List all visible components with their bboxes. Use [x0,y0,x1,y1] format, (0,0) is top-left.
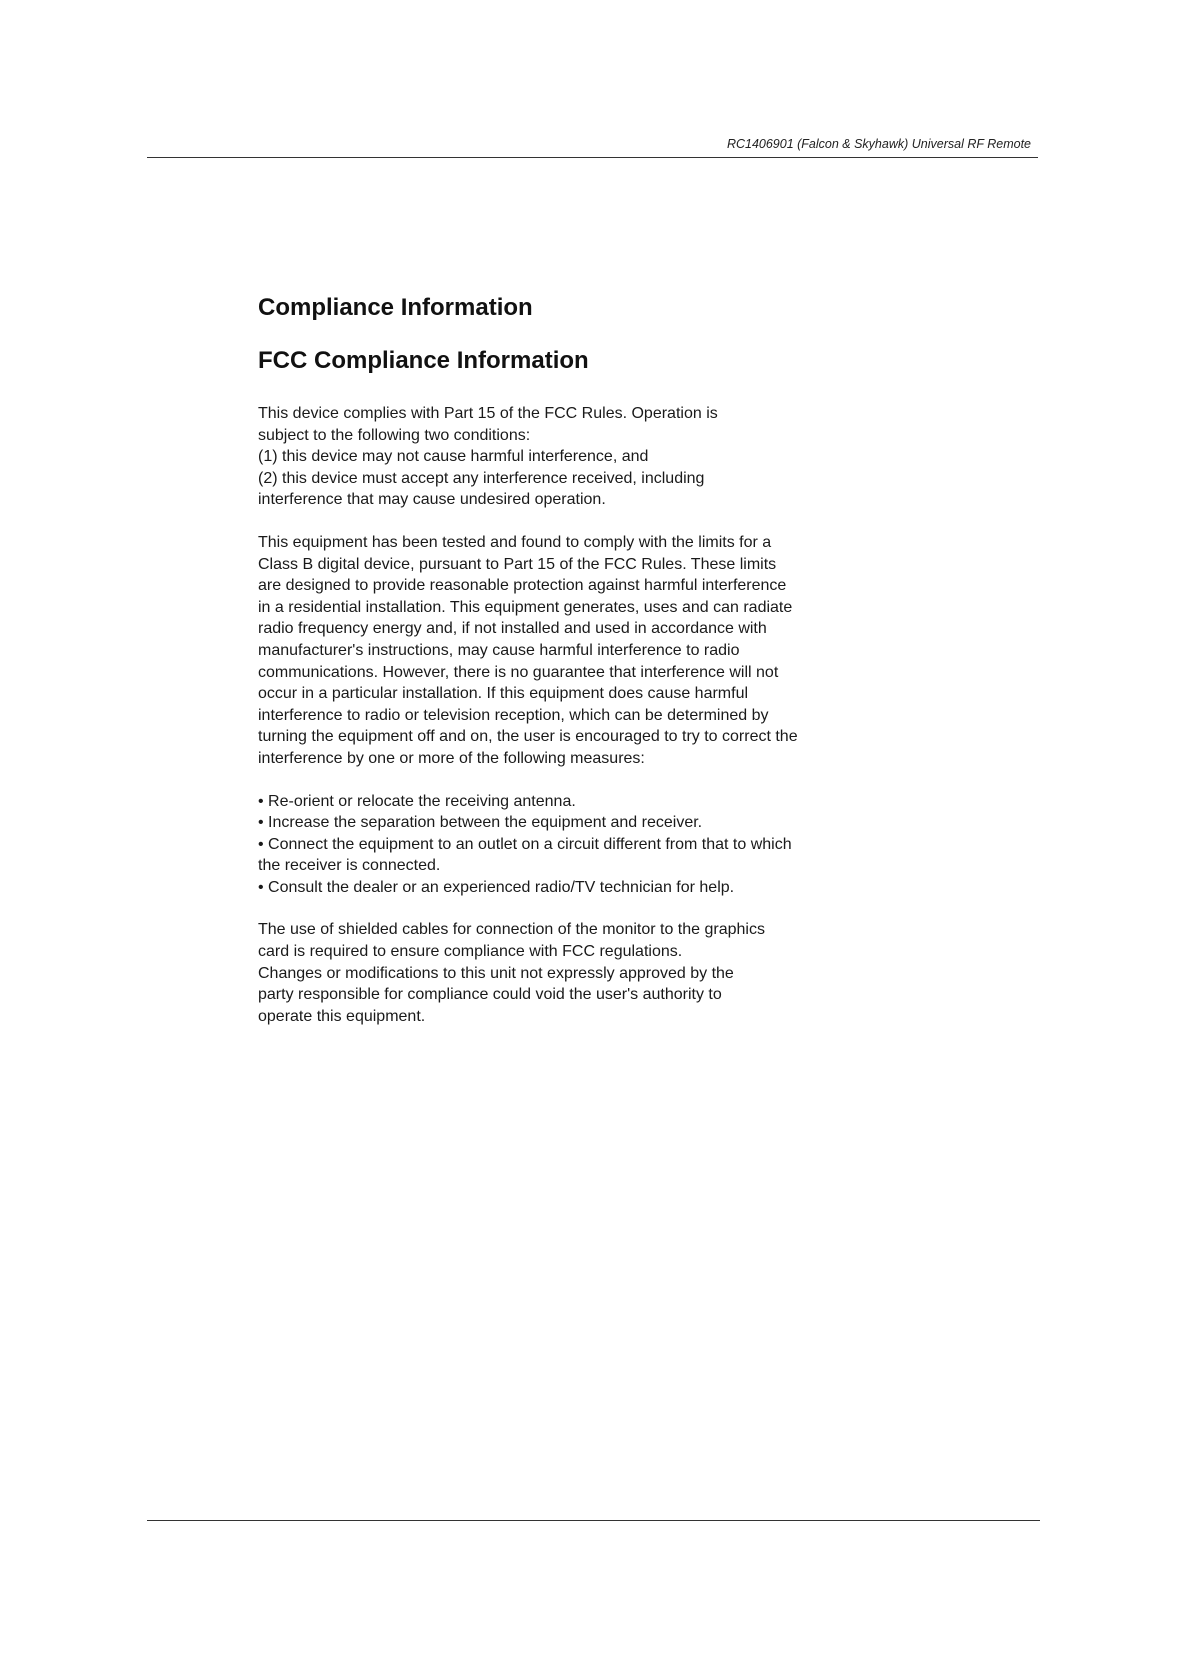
text-line: manufacturer's instructions, may cause harmful interference to radio [258,641,740,659]
header-divider [147,157,1038,158]
text-line: interference to radio or television reception, which can be determined by [258,706,769,724]
text-line: in a residential installation. This equipment generates, uses and can radiate [258,598,793,616]
text-line: occur in a particular installation. If this equipment does cause harmful [258,685,749,703]
text-line: This equipment has been tested and found to comply with the limits for a [258,533,772,551]
list-item: the receiver is connected. [258,857,441,875]
compliance-content [258,292,918,1027]
cables-paragraph [258,919,918,1027]
text-line: interference that may cause undesired operation. [258,491,606,509]
page-title: Compliance Information [258,294,533,321]
text-line: interference by one or more of the following measures: [258,749,645,767]
conditions-paragraph [258,403,918,511]
text-line: radio frequency energy and, if not installed and used in accordance with [258,620,767,638]
text-line: subject to the following two conditions: [258,426,531,444]
section-title-fcc: FCC Compliance Information [258,347,589,374]
text-line: card is required to ensure compliance with FCC regulations. [258,943,683,961]
list-item: • Re-orient or relocate the receiving antenna. [258,792,576,810]
text-line: Changes or modifications to this unit not expressly approved by the [258,964,734,982]
text-line: operate this equipment. [258,1007,426,1025]
text-line: (1) this device may not cause harmful interference, and [258,448,649,466]
text-line: This device complies with Part 15 of the FCC Rules. Operation is [258,405,718,422]
text-line: The use of shielded cables for connection of the monitor to the graphics [258,921,765,939]
text-line: Class B digital device, pursuant to Part 15 of the FCC Rules. These limits [258,555,777,573]
document-header-title: RC1406901 (Falcon & Skyhawk) Universal RF Remote [726,137,1031,151]
list-item: • Consult the dealer or an experienced radio/TV technician for help. [258,878,735,896]
text-line: party responsible for compliance could void the user's authority to [258,986,722,1004]
text-line: turning the equipment off and on, the user is encouraged to try to correct the [258,728,798,746]
text-line: are designed to provide reasonable protection against harmful interference [258,577,787,595]
list-item: • Increase the separation between the equipment and receiver. [258,814,703,832]
measures-list [258,791,918,899]
list-item: • Connect the equipment to an outlet on a circuit different from that to which [258,835,792,853]
footer-divider [147,1520,1040,1521]
text-line: (2) this device must accept any interference received, including [258,469,705,487]
testing-paragraph [258,532,918,770]
text-line: communications. However, there is no guarantee that interference will not [258,663,779,681]
